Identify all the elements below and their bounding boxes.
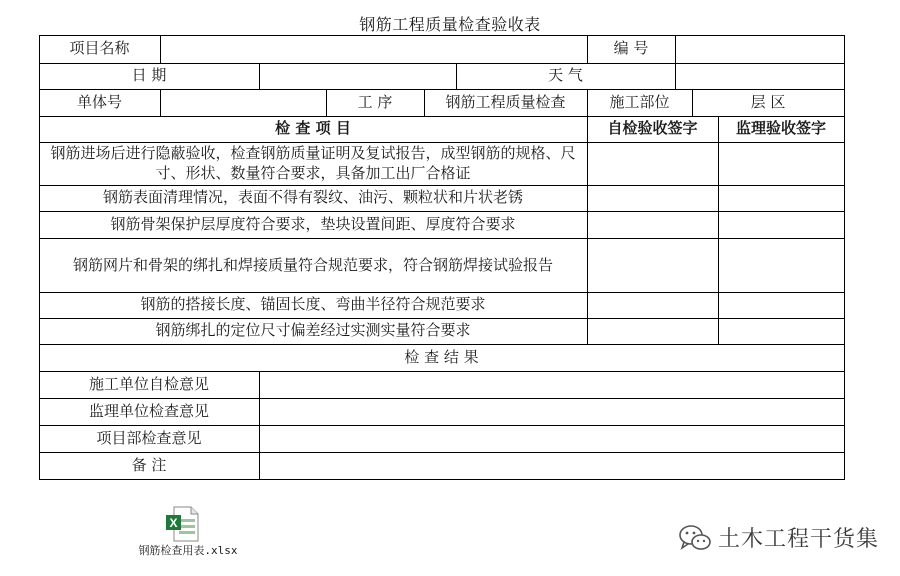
weather-value[interactable] [675,63,844,89]
weather-label: 天 气 [548,66,583,85]
result-row-label: 项目部检查意见 [96,428,202,447]
number-value[interactable] [675,35,844,63]
result-row-label: 监理单位检查意见 [88,401,209,420]
floor-label: 层 区 [750,92,786,111]
result-row-label: 施工单位自检意见 [88,374,209,393]
inspection-item: 钢筋骨架保护层厚度符合要求，垫块设置间距、厚度符合要求 [110,214,516,233]
excel-file-icon [165,506,199,542]
result-row-label: 备 注 [131,455,167,474]
date-label: 日 期 [131,66,167,85]
process-value: 钢筋工程质量检查 [445,92,566,111]
inspection-item: 钢筋网片和骨架的绑扎和焊接质量符合规范要求，符合钢筋焊接试验报告 [72,256,553,274]
watermark [678,522,879,553]
process-label: 工 序 [357,92,393,111]
date-value[interactable] [259,63,456,89]
supervisor-sign-column-header: 监理验收签字 [735,119,826,138]
project-name-label: 项目名称 [69,39,130,58]
attachment-file-name: 钢筋检查用表.xlsx [138,544,238,557]
unit-label: 单体号 [76,92,122,111]
inspection-item: 钢筋绑扎的定位尺寸偏差经过实测实量符合要求 [155,321,471,340]
inspection-item: 钢筋的搭接长度、锚固长度、弯曲半径符合规范要求 [140,295,486,314]
self-sign-column-header: 自检验收签字 [607,119,698,138]
page-title: 钢筋工程质量检查验收表 [359,15,541,34]
wechat-icon [678,523,712,553]
svg-text:X: X [169,516,178,530]
unit-value[interactable] [160,89,326,116]
items-column-header: 检 查 项 目 [275,119,351,138]
inspection-item: 钢筋表面清理情况，表面不得有裂纹、油污、颗粒状和片状老锈 [102,188,523,207]
project-name-value[interactable] [160,35,587,63]
location-label: 施工部位 [609,92,670,111]
watermark-text: 土木工程干货集 [718,527,880,552]
inspection-item: 钢筋进场后进行隐蔽验收，检查钢筋质量证明及复试报告，成型钢筋的规格、尺寸、形状、数量符合要求，具备加工出厂合格证 [50,144,576,182]
number-label: 编 号 [613,39,649,58]
result-heading: 检 查 结 果 [404,347,479,366]
